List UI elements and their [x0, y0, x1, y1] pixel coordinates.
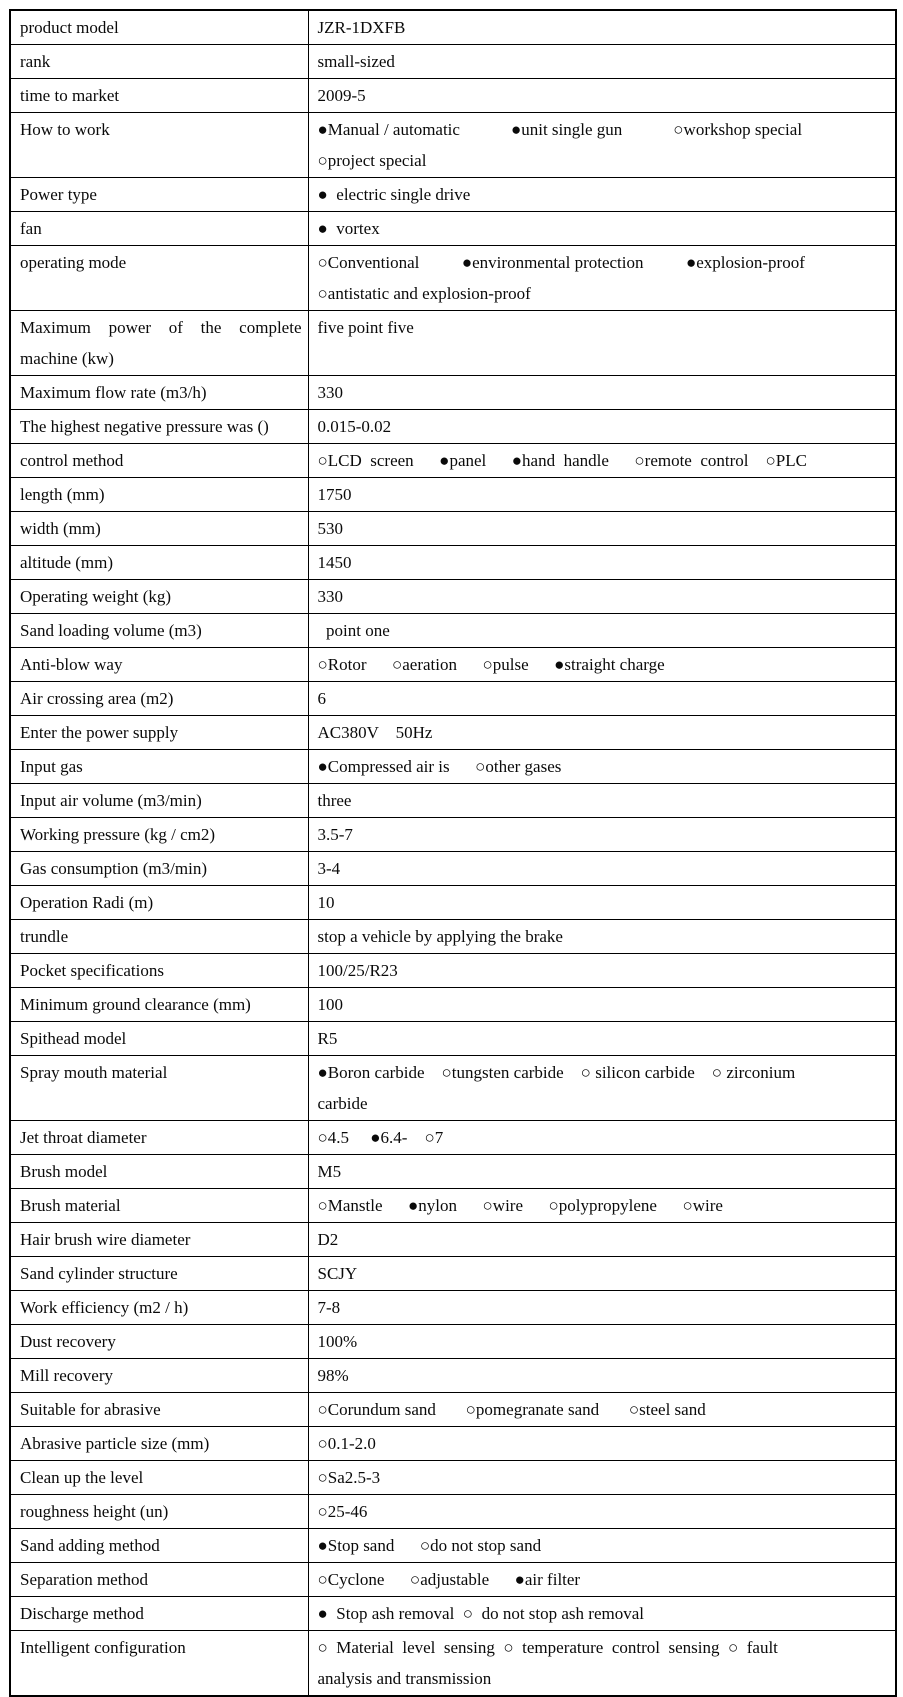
spec-value-line: ● electric single drive: [317, 185, 471, 204]
spec-label-cell: Operating weight (kg): [10, 580, 308, 614]
spec-value-cell: [308, 1393, 896, 1427]
spec-value-line: 0.015-0.02: [317, 417, 392, 436]
spec-value-cell: [308, 1291, 896, 1325]
spec-label-cell: operating mode: [10, 246, 308, 311]
spec-value-cell: [308, 444, 896, 478]
table-row: [10, 246, 896, 311]
spec-value-cell: [308, 311, 896, 376]
spec-value-line: ●Boron carbide ○tungsten carbide ○ silicon carbide ○ zirconium: [317, 1063, 796, 1082]
table-row: [10, 716, 896, 750]
spec-label-cell: Input air volume (m3/min): [10, 784, 308, 818]
table-row: [10, 648, 896, 682]
spec-value-cell: [308, 478, 896, 512]
spec-value-cell: [308, 1223, 896, 1257]
spec-value-line: small-sized: [317, 52, 395, 71]
table-row: [10, 478, 896, 512]
table-row: [10, 1495, 896, 1529]
table-row: [10, 784, 896, 818]
spec-label-cell: length (mm): [10, 478, 308, 512]
spec-value-line: ○Corundum sand ○pomegranate sand ○steel sand: [317, 1400, 706, 1419]
spec-value-cell: [308, 886, 896, 920]
spec-value-line: SCJY: [317, 1264, 358, 1283]
spec-value-line: ○Manstle ●nylon ○wire ○polypropylene ○wire: [317, 1196, 723, 1215]
spec-label-cell: Suitable for abrasive: [10, 1393, 308, 1427]
spec-value-cell: [308, 716, 896, 750]
spec-value-line: AC380V 50Hz: [317, 723, 433, 742]
spec-value-line: ○Cyclone ○adjustable ●air filter: [317, 1570, 581, 1589]
spec-value-cell: [308, 1257, 896, 1291]
spec-label-cell: Sand adding method: [10, 1529, 308, 1563]
spec-label-cell: Dust recovery: [10, 1325, 308, 1359]
table-row: [10, 750, 896, 784]
spec-value-line: ● Stop ash removal ○ do not stop ash removal: [317, 1604, 644, 1623]
spec-label-cell: How to work: [10, 113, 308, 178]
spec-value-line: M5: [317, 1162, 342, 1181]
product-spec-table: [9, 9, 897, 1697]
spec-value-cell: [308, 784, 896, 818]
table-row: [10, 376, 896, 410]
spec-label-cell: Separation method: [10, 1563, 308, 1597]
spec-label-cell: The highest negative pressure was (): [10, 410, 308, 444]
table-row: [10, 852, 896, 886]
spec-value-line: 98%: [317, 1366, 349, 1385]
spec-value-cell: [308, 79, 896, 113]
table-row: [10, 1529, 896, 1563]
table-row: [10, 1461, 896, 1495]
spec-label-cell: width (mm): [10, 512, 308, 546]
spec-label-cell: Spray mouth material: [10, 1056, 308, 1121]
table-row: [10, 1393, 896, 1427]
table-row: [10, 1631, 896, 1697]
spec-label-cell: Jet throat diameter: [10, 1121, 308, 1155]
spec-value-cell: [308, 1121, 896, 1155]
spec-value-cell: [308, 1022, 896, 1056]
spec-label-cell: Sand loading volume (m3): [10, 614, 308, 648]
spec-value-cell: [308, 512, 896, 546]
spec-label-cell: Clean up the level: [10, 1461, 308, 1495]
spec-label-cell: Operation Radi (m): [10, 886, 308, 920]
table-row: [10, 1359, 896, 1393]
spec-value-line: ●Compressed air is ○other gases: [317, 757, 562, 776]
spec-value-cell: [308, 1631, 896, 1697]
table-row: [10, 988, 896, 1022]
table-row: [10, 1291, 896, 1325]
table-row: [10, 1121, 896, 1155]
spec-value-line: 7-8: [317, 1298, 341, 1317]
spec-label-cell: Input gas: [10, 750, 308, 784]
spec-value-line: ○ Material level sensing ○ temperature control sensing ○ fault: [317, 1638, 778, 1657]
spec-value-line: 100/25/R23: [317, 961, 398, 980]
spec-value-cell: [308, 988, 896, 1022]
spec-value-line: analysis and transmission: [317, 1669, 492, 1688]
spec-label-cell: Gas consumption (m3/min): [10, 852, 308, 886]
table-row: [10, 954, 896, 988]
table-row: [10, 1223, 896, 1257]
table-row: [10, 920, 896, 954]
table-row: [10, 546, 896, 580]
spec-label-cell: Working pressure (kg / cm2): [10, 818, 308, 852]
spec-value-cell: [308, 648, 896, 682]
spec-value-cell: [308, 376, 896, 410]
spec-value-cell: [308, 1189, 896, 1223]
spec-label-cell: Sand cylinder structure: [10, 1257, 308, 1291]
spec-value-cell: [308, 954, 896, 988]
spec-label-cell: Air crossing area (m2): [10, 682, 308, 716]
spec-value-line: stop a vehicle by applying the brake: [317, 927, 563, 946]
spec-value-line: carbide: [317, 1094, 368, 1113]
table-row: [10, 1427, 896, 1461]
spec-label-cell: trundle: [10, 920, 308, 954]
table-row: [10, 512, 896, 546]
table-row: [10, 178, 896, 212]
spec-label-cell: Intelligent configuration: [10, 1631, 308, 1697]
spec-label-cell: Brush model: [10, 1155, 308, 1189]
spec-value-line: three: [317, 791, 352, 810]
table-row: [10, 1597, 896, 1631]
table-row: [10, 45, 896, 79]
table-row: [10, 113, 896, 178]
spec-label-cell: control method: [10, 444, 308, 478]
spec-value-line: ○0.1-2.0: [317, 1434, 376, 1453]
spec-value-line: ○antistatic and explosion-proof: [317, 284, 531, 303]
spec-label-cell: Enter the power supply: [10, 716, 308, 750]
spec-label-cell: Anti-blow way: [10, 648, 308, 682]
spec-value-line: ●Stop sand ○do not stop sand: [317, 1536, 542, 1555]
spec-value-cell: [308, 1597, 896, 1631]
table-row: [10, 444, 896, 478]
spec-value-cell: [308, 852, 896, 886]
spec-value-line: five point five: [317, 318, 414, 337]
spec-value-line: ○LCD screen ●panel ●hand handle ○remote control ○PLC: [317, 451, 807, 470]
spec-label-cell: Maximum flow rate (m3/h): [10, 376, 308, 410]
table-row: [10, 1189, 896, 1223]
spec-label-cell: Power type: [10, 178, 308, 212]
spec-label-cell: Maximum power of the complete machine (kw): [10, 311, 308, 376]
spec-value-cell: [308, 10, 896, 45]
spec-label-cell: rank: [10, 45, 308, 79]
spec-value-cell: [308, 818, 896, 852]
spec-value-cell: [308, 1359, 896, 1393]
spec-value-cell: [308, 1056, 896, 1121]
table-row: [10, 1257, 896, 1291]
table-row: [10, 614, 896, 648]
spec-label-cell: Mill recovery: [10, 1359, 308, 1393]
spec-value-cell: [308, 1495, 896, 1529]
spec-value-line: ○25-46: [317, 1502, 368, 1521]
spec-label-cell: time to market: [10, 79, 308, 113]
spec-value-cell: [308, 1155, 896, 1189]
spec-value-line: ○Sa2.5-3: [317, 1468, 381, 1487]
spec-value-cell: [308, 1529, 896, 1563]
table-row: [10, 1155, 896, 1189]
table-row: [10, 818, 896, 852]
spec-value-line: ○Rotor ○aeration ○pulse ●straight charge: [317, 655, 665, 674]
spec-label-cell: roughness height (un): [10, 1495, 308, 1529]
spec-value-line: ○Conventional ●environmental protection ●explosion-proof: [317, 253, 805, 272]
spec-value-cell: [308, 1563, 896, 1597]
spec-value-line: 1450: [317, 553, 352, 572]
spec-value-line: JZR-1DXFB: [317, 18, 406, 37]
spec-value-line: 1750: [317, 485, 352, 504]
spec-value-line: 530: [317, 519, 343, 538]
spec-value-cell: [308, 178, 896, 212]
spec-value-line: 100: [317, 995, 343, 1014]
table-row: [10, 311, 896, 376]
spec-value-line: 2009-5: [317, 86, 366, 105]
spec-label-cell: Minimum ground clearance (mm): [10, 988, 308, 1022]
spec-value-cell: [308, 113, 896, 178]
spec-label-cell: product model: [10, 10, 308, 45]
spec-value-line: 3.5-7: [317, 825, 353, 844]
table-row: [10, 1563, 896, 1597]
spec-value-cell: [308, 1325, 896, 1359]
spec-value-line: 10: [317, 893, 335, 912]
spec-value-line: 330: [317, 383, 343, 402]
spec-value-line: ○project special: [317, 151, 427, 170]
spec-value-cell: [308, 682, 896, 716]
spec-value-cell: [308, 614, 896, 648]
spec-value-line: 6: [317, 689, 326, 708]
spec-value-cell: [308, 580, 896, 614]
spec-value-cell: [308, 1427, 896, 1461]
spec-value-cell: [308, 1461, 896, 1495]
spec-label-cell: altitude (mm): [10, 546, 308, 580]
spec-value-cell: [308, 246, 896, 311]
spec-value-cell: [308, 410, 896, 444]
spec-value-line: 330: [317, 587, 343, 606]
table-row: [10, 10, 896, 45]
spec-label-cell: Discharge method: [10, 1597, 308, 1631]
table-row: [10, 580, 896, 614]
table-row: [10, 410, 896, 444]
spec-value-line: ●Manual / automatic ●unit single gun ○workshop special: [317, 120, 803, 139]
spec-value-cell: [308, 546, 896, 580]
table-row: [10, 682, 896, 716]
spec-label-cell: Spithead model: [10, 1022, 308, 1056]
spec-value-cell: [308, 750, 896, 784]
table-row: [10, 212, 896, 246]
spec-label-cell: fan: [10, 212, 308, 246]
spec-value-line: 100%: [317, 1332, 358, 1351]
spec-label-cell: Work efficiency (m2 / h): [10, 1291, 308, 1325]
spec-value-line: 3-4: [317, 859, 341, 878]
spec-value-cell: [308, 920, 896, 954]
table-row: [10, 1022, 896, 1056]
table-row: [10, 79, 896, 113]
spec-value-line: point one: [317, 621, 390, 640]
table-row: [10, 1056, 896, 1121]
spec-value-line: D2: [317, 1230, 339, 1249]
spec-value-line: ○4.5 ●6.4- ○7: [317, 1128, 444, 1147]
spec-label-cell: Abrasive particle size (mm): [10, 1427, 308, 1461]
spec-value-cell: [308, 45, 896, 79]
spec-label-cell: Brush material: [10, 1189, 308, 1223]
spec-value-line: ● vortex: [317, 219, 380, 238]
spec-value-cell: [308, 212, 896, 246]
table-row: [10, 886, 896, 920]
spec-value-line: R5: [317, 1029, 338, 1048]
spec-label-cell: Hair brush wire diameter: [10, 1223, 308, 1257]
table-row: [10, 1325, 896, 1359]
spec-label-cell: Pocket specifications: [10, 954, 308, 988]
